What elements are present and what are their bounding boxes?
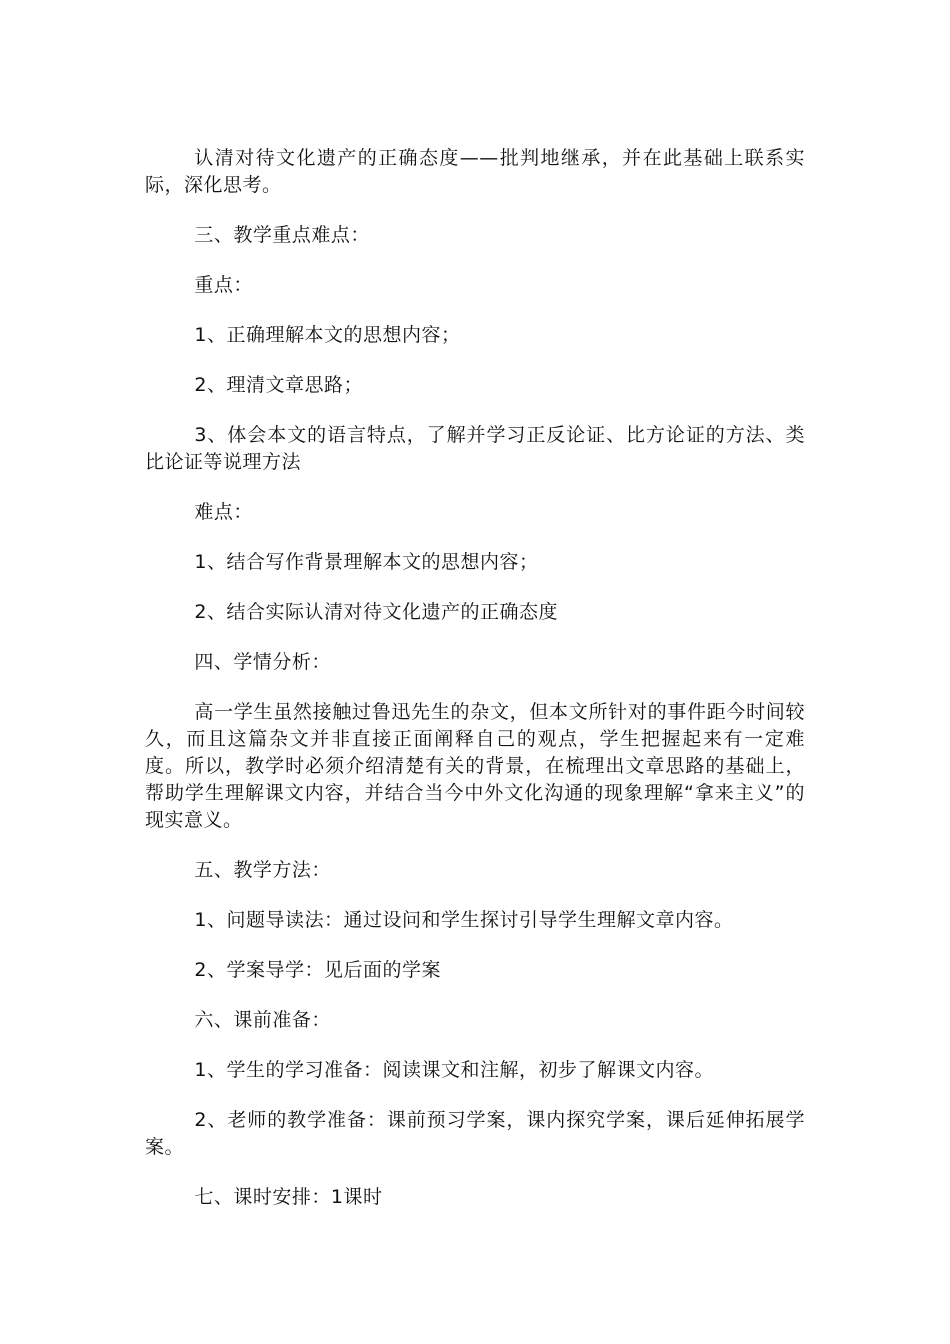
- heading-key-difficult-points: 三、教学重点难点：: [194, 224, 370, 246]
- method-2: 2、学案导学：见后面的学案: [194, 959, 441, 981]
- difficult-point-1: 1、结合写作背景理解本文的思想内容；: [194, 551, 539, 573]
- paragraph-attitude: 认清对待文化遗产的正确态度——批判地继承，并在此基础上联系实际，深化思考。: [145, 147, 805, 196]
- method-1: 1、问题导读法：通过设问和学生探讨引导学生理解文章内容。: [194, 909, 734, 931]
- preparation-1: 1、学生的学习准备：阅读课文和注解，初步了解课文内容。: [194, 1059, 714, 1081]
- difficult-point-2: 2、结合实际认清对待文化遗产的正确态度: [194, 601, 558, 623]
- label-difficult-points: 难点：: [194, 501, 253, 523]
- heading-preparation: 六、课前准备：: [194, 1009, 331, 1031]
- document-page: [145, 145, 805, 1234]
- heading-learner-analysis: 四、学情分析：: [194, 651, 331, 673]
- preparation-2: 2、老师的教学准备：课前预习学案，课内探究学案，课后延伸拓展学案。: [145, 1109, 805, 1158]
- key-point-1: 1、正确理解本文的思想内容；: [194, 324, 461, 346]
- heading-class-hours: 七、课时安排：1课时: [194, 1186, 383, 1208]
- heading-teaching-methods: 五、教学方法：: [194, 859, 331, 881]
- key-point-2: 2、理清文章思路；: [194, 374, 363, 396]
- key-point-3: 3、体会本文的语言特点，了解并学习正反论证、比方论证的方法、类比论证等说理方法: [145, 424, 805, 473]
- paragraph-learner-analysis: 高一学生虽然接触过鲁迅先生的杂文，但本文所针对的事件距今时间较久，而且这篇杂文并非直接正面阐释自己的观点，学生把握起来有一定难度。所以，教学时必须介绍清楚有关的背景，在梳理出文章思路的基础上，帮助学生理解课文内容，并结合当今中外文化沟通的现象理解“拿来主义”的现实意义。: [145, 701, 805, 831]
- label-key-points: 重点：: [194, 274, 253, 296]
